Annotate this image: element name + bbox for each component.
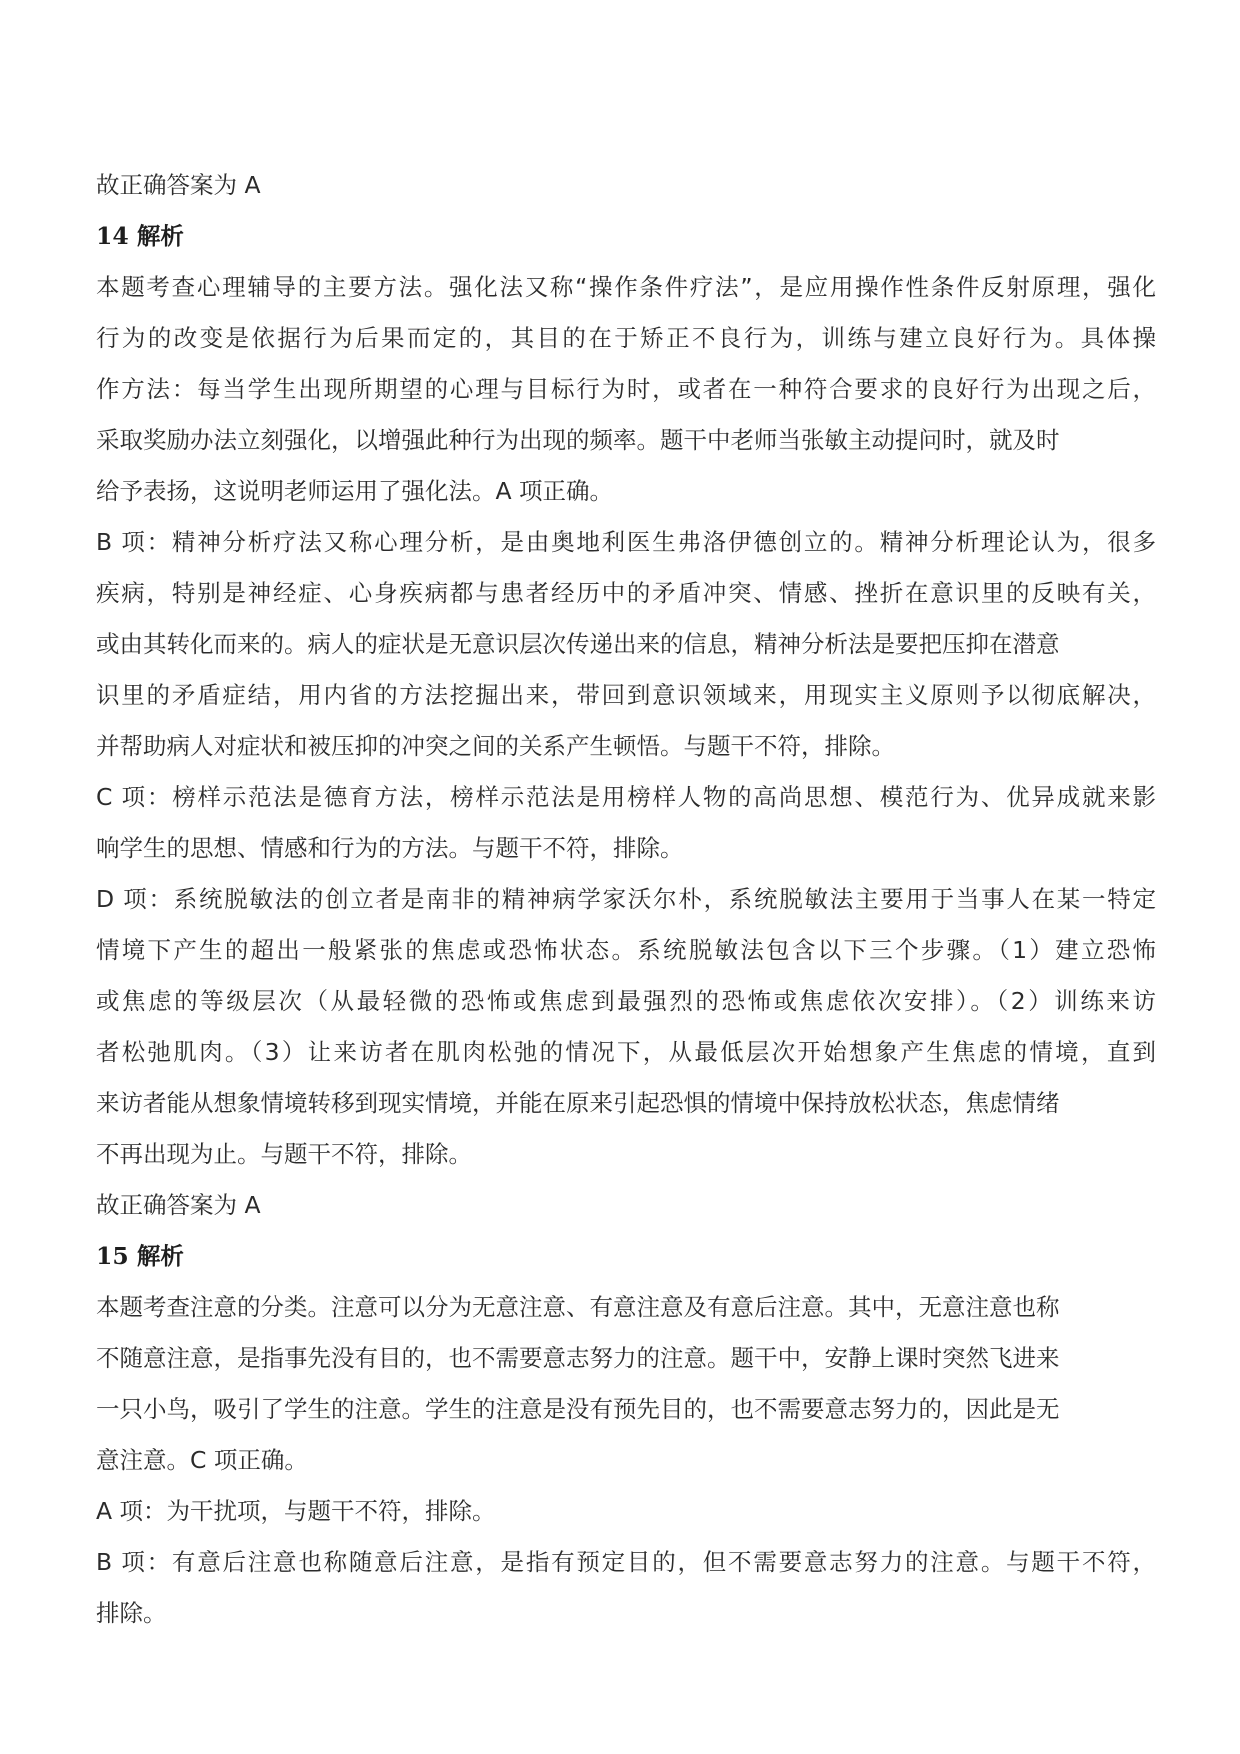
document-page [96, 160, 1156, 1639]
text-line: 情境下产生的超出一般紧张的焦虑或恐怖状态。系统脱敏法包含以下三个步骤。（1）建立恐怖 [96, 936, 1156, 964]
text-line: 故正确答案为 A [96, 171, 261, 199]
text-line: 意注意。C 项正确。 [96, 1446, 308, 1474]
text-line: 行为的改变是依据行为后果而定的，其目的在于矫正不良行为，训练与建立良好行为。具体操 [96, 324, 1156, 352]
text-line: D 项：系统脱敏法的创立者是南非的精神病学家沃尔朴，系统脱敏法主要用于当事人在某一特定 [96, 885, 1156, 913]
text-line: 本题考查心理辅导的主要方法。强化法又称“操作条件疗法”，是应用操作性条件反射原理，强化 [96, 273, 1156, 301]
text-line: 来访者能从想象情境转移到现实情境，并能在原来引起恐惧的情境中保持放松状态，焦虑情绪 [96, 1089, 1060, 1117]
text-line: C 项：榜样示范法是德育方法，榜样示范法是用榜样人物的高尚思想、模范行为、优异成就来影 [96, 783, 1156, 811]
text-line: 响学生的思想、情感和行为的方法。与题干不符，排除。 [96, 834, 684, 862]
section-heading: 15 解析 [96, 1242, 184, 1270]
text-line: 或由其转化而来的。病人的症状是无意识层次传递出来的信息，精神分析法是要把压抑在潜意 [96, 630, 1060, 658]
text-line: 本题考查注意的分类。注意可以分为无意注意、有意注意及有意后注意。其中，无意注意也称 [96, 1293, 1060, 1321]
text-line: 给予表扬，这说明老师运用了强化法。A 项正确。 [96, 477, 614, 505]
text-line: 作方法：每当学生出现所期望的心理与目标行为时，或者在一种符合要求的良好行为出现之后， [96, 375, 1156, 403]
text-line: 采取奖励办法立刻强化，以增强此种行为出现的频率。题干中老师当张敏主动提问时，就及时 [96, 426, 1060, 454]
section-heading: 14 解析 [96, 222, 184, 250]
text-line: B 项：有意后注意也称随意后注意，是指有预定目的，但不需要意志努力的注意。与题干不符， [96, 1548, 1156, 1576]
text-line: 并帮助病人对症状和被压抑的冲突之间的关系产生顿悟。与题干不符，排除。 [96, 732, 895, 760]
text-line: 一只小鸟，吸引了学生的注意。学生的注意是没有预先目的，也不需要意志努力的，因此是无 [96, 1395, 1060, 1423]
text-line: 排除。 [96, 1599, 167, 1627]
text-line: 或焦虑的等级层次（从最轻微的恐怖或焦虑到最强烈的恐怖或焦虑依次安排）。（2）训练来访 [96, 987, 1156, 1015]
text-line: 疾病，特别是神经症、心身疾病都与患者经历中的矛盾冲突、情感、挫折在意识里的反映有关， [96, 579, 1156, 607]
text-line: 不随意注意，是指事先没有目的，也不需要意志努力的注意。题干中，安静上课时突然飞进来 [96, 1344, 1060, 1372]
text-line: 者松弛肌肉。（3）让来访者在肌肉松弛的情况下，从最低层次开始想象产生焦虑的情境，直到 [96, 1038, 1156, 1066]
text-line: 不再出现为止。与题干不符，排除。 [96, 1140, 472, 1168]
text-line: 故正确答案为 A [96, 1191, 261, 1219]
text-line: 识里的矛盾症结，用内省的方法挖掘出来，带回到意识领域来，用现实主义原则予以彻底解决， [96, 681, 1156, 709]
text-line: A 项：为干扰项，与题干不符，排除。 [96, 1497, 496, 1525]
text-line: B 项：精神分析疗法又称心理分析，是由奥地利医生弗洛伊德创立的。精神分析理论认为，很多 [96, 528, 1156, 556]
